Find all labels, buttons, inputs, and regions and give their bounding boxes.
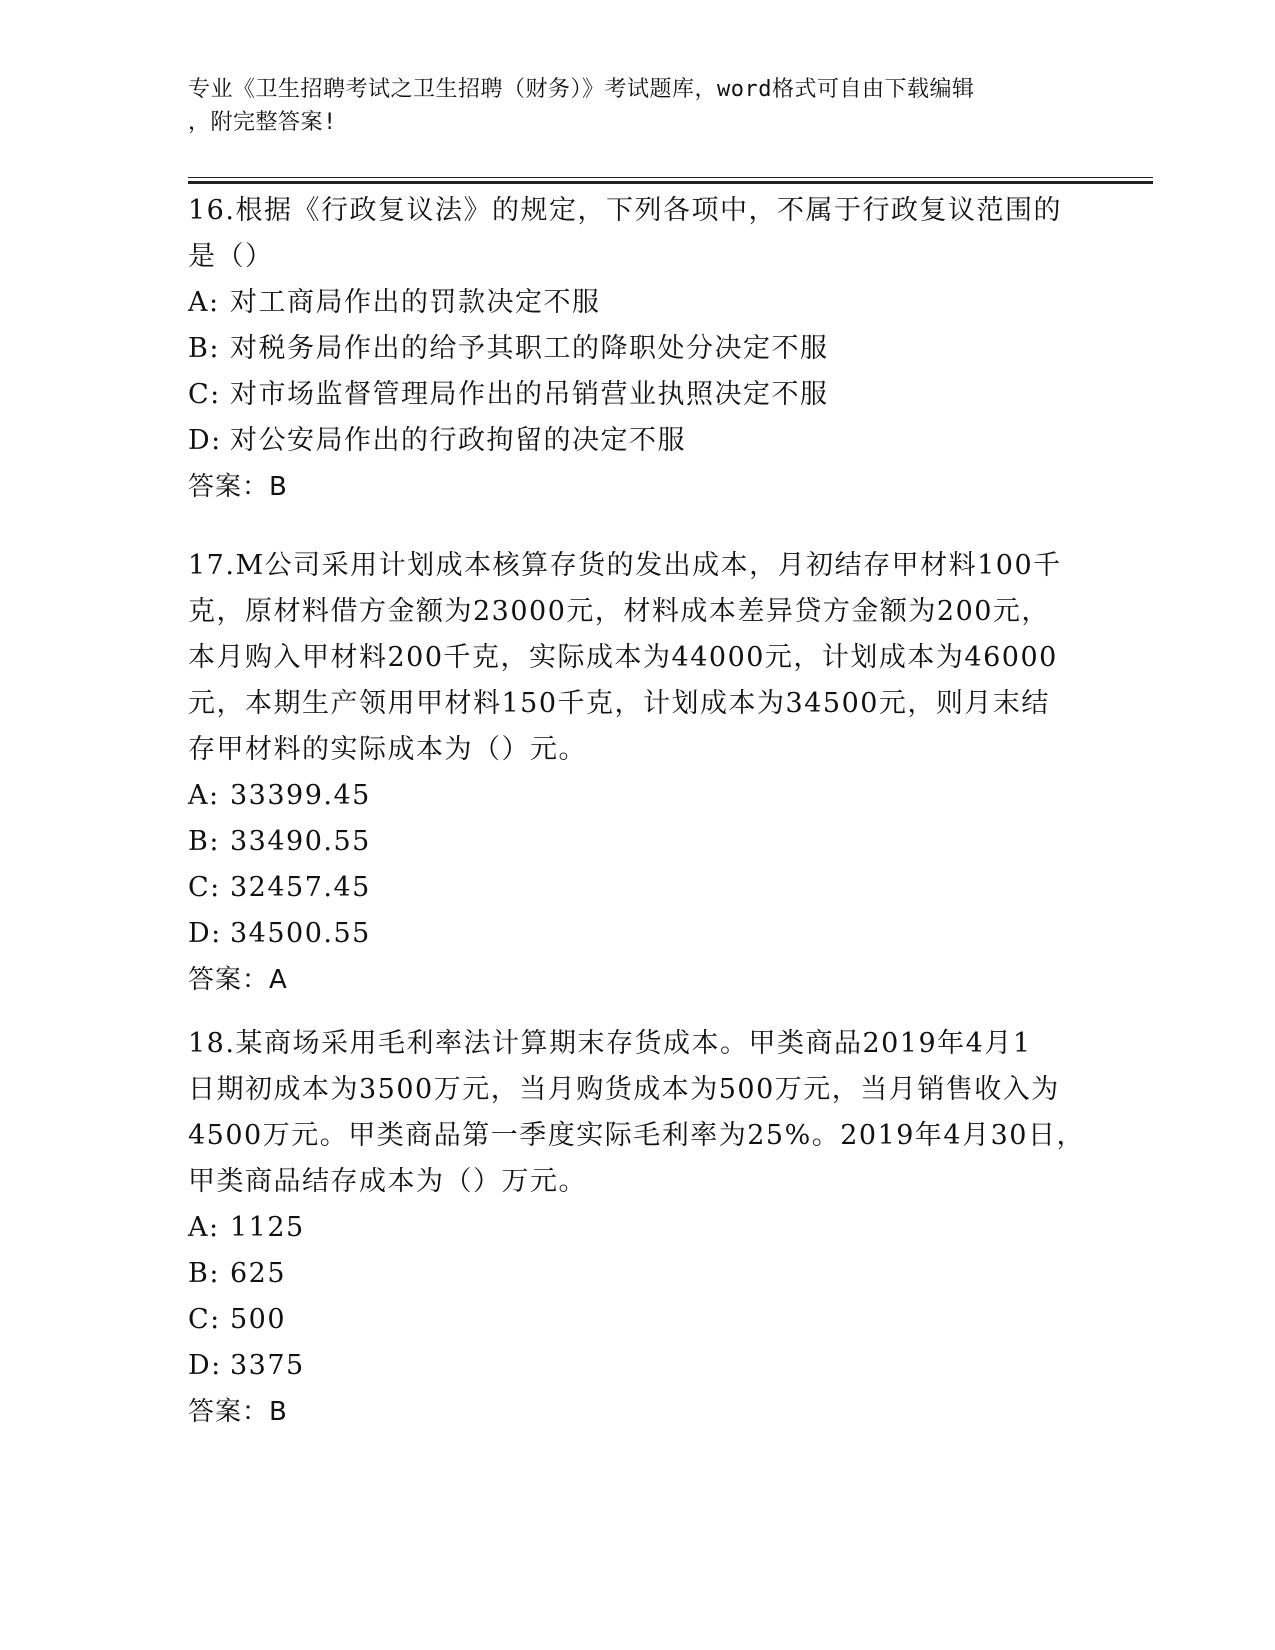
option-text: 对公安局作出的行政拘留的决定不服 bbox=[230, 425, 686, 456]
question-16 bbox=[188, 188, 1088, 510]
question-17 bbox=[188, 543, 1088, 1003]
option-letter: D: bbox=[188, 1350, 222, 1381]
option-letter: B: bbox=[188, 333, 220, 364]
question-stem-line: 克，原材料借方金额为23000元，材料成本差异贷方金额为200元， bbox=[188, 596, 1050, 627]
question-stem-line: 18.某商场采用毛利率法计算期末存货成本。甲类商品2019年4月1 bbox=[188, 1028, 1032, 1059]
option-text: 对市场监督管理局作出的吊销营业执照决定不服 bbox=[230, 379, 829, 410]
question-stem-line: 16.根据《行政复议法》的规定，下列各项中，不属于行政复议范围的 bbox=[188, 195, 1062, 226]
option-text: 1125 bbox=[230, 1212, 305, 1243]
header-line-2: ，附完整答案! bbox=[188, 110, 337, 135]
option-text: 33399.45 bbox=[230, 780, 371, 811]
question-stem-line: 4500万元。甲类商品第一季度实际毛利率为25%。2019年4月30日， bbox=[188, 1120, 1085, 1151]
option-text: 对工商局作出的罚款决定不服 bbox=[230, 287, 601, 318]
option-letter: B: bbox=[188, 826, 220, 857]
header-line-1: 专业《卫生招聘考试之卫生招聘（财务）》考试题库，word格式可自由下载编辑 bbox=[188, 77, 975, 102]
option-text: 对税务局作出的给予其职工的降职处分决定不服 bbox=[230, 333, 829, 364]
answer-line: 答案：B bbox=[188, 1397, 288, 1427]
option-letter: C: bbox=[188, 379, 221, 410]
option-text: 3375 bbox=[230, 1350, 305, 1381]
question-18 bbox=[188, 1021, 1088, 1435]
answer-line: 答案：B bbox=[188, 472, 288, 502]
header-divider-thick bbox=[188, 181, 1153, 184]
option-b bbox=[188, 326, 1088, 372]
option-text: 32457.45 bbox=[230, 872, 371, 903]
option-c bbox=[188, 865, 1088, 911]
question-stem-line: 17.M公司采用计划成本核算存货的发出成本，月初结存甲材料100千 bbox=[188, 550, 1062, 581]
option-text: 500 bbox=[230, 1304, 287, 1335]
question-stem-line: 是（） bbox=[188, 241, 274, 272]
header-divider-thin bbox=[188, 177, 1153, 178]
option-d bbox=[188, 911, 1088, 957]
option-b bbox=[188, 819, 1088, 865]
question-stem-line: 存甲材料的实际成本为（）元。 bbox=[188, 734, 587, 765]
question-stem-line: 元，本期生产领用甲材料150千克，计划成本为34500元，则月末结 bbox=[188, 688, 1050, 719]
document-header bbox=[188, 73, 1068, 139]
question-stem-line: 日期初成本为3500万元，当月购货成本为500万元，当月销售收入为 bbox=[188, 1074, 1060, 1105]
answer-line: 答案：A bbox=[188, 965, 288, 995]
option-d bbox=[188, 418, 1088, 464]
option-text: 625 bbox=[230, 1258, 287, 1289]
option-text: 33490.55 bbox=[230, 826, 371, 857]
option-letter: D: bbox=[188, 918, 222, 949]
option-letter: C: bbox=[188, 872, 221, 903]
question-stem-line: 本月购入甲材料200千克，实际成本为44000元，计划成本为46000 bbox=[188, 642, 1058, 673]
option-c bbox=[188, 372, 1088, 418]
option-text: 34500.55 bbox=[230, 918, 371, 949]
option-letter: A: bbox=[188, 287, 220, 318]
option-letter: D: bbox=[188, 425, 222, 456]
option-letter: A: bbox=[188, 780, 220, 811]
option-d bbox=[188, 1343, 1088, 1389]
option-letter: B: bbox=[188, 1258, 220, 1289]
option-a bbox=[188, 773, 1088, 819]
question-stem-line: 甲类商品结存成本为（）万元。 bbox=[188, 1166, 587, 1197]
option-a bbox=[188, 1205, 1088, 1251]
option-c bbox=[188, 1297, 1088, 1343]
option-letter: C: bbox=[188, 1304, 221, 1335]
option-letter: A: bbox=[188, 1212, 220, 1243]
option-b bbox=[188, 1251, 1088, 1297]
option-a bbox=[188, 280, 1088, 326]
